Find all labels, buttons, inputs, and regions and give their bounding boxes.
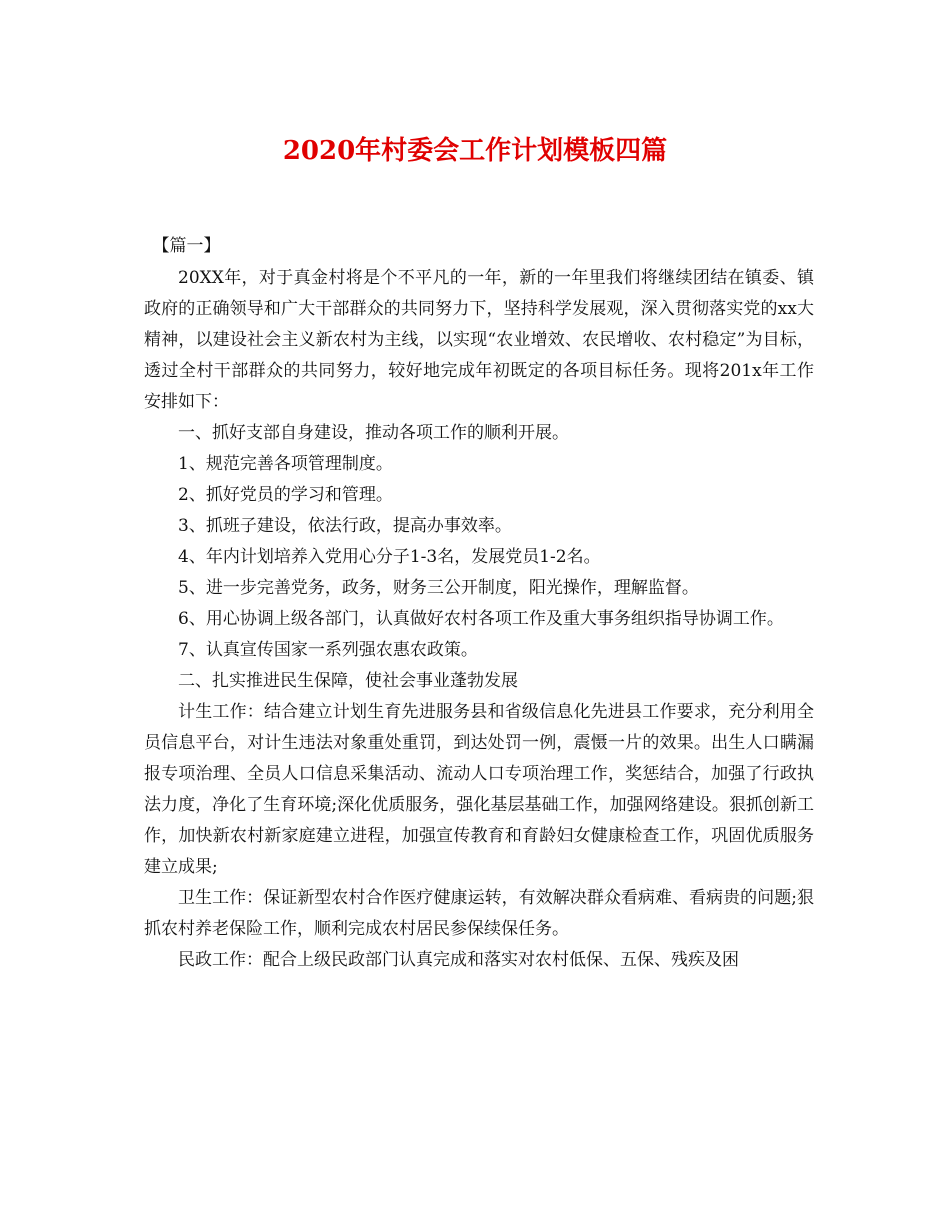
- heading-section-two: 二、扎实推进民生保障，使社会事业蓬勃发展: [178, 671, 518, 691]
- document-title: 2020年村委会工作计划模板四篇: [282, 136, 668, 166]
- list-item: 5、进一步完善党务，政务，财务三公开制度，阳光操作，理解监督。: [178, 578, 699, 598]
- document-body: [144, 231, 814, 976]
- heading-section-one: 一、抓好支部自身建设，推动各项工作的顺利开展。: [178, 423, 569, 443]
- list-item: 2、抓好党员的学习和管理。: [178, 485, 393, 505]
- paragraph-family-planning: 计生工作：结合建立计划生育先进服务县和省级信息化先进县工作要求，充分利用全员信息平台，对计生违法对象重处重罚，到达处罚一例，震慑一片的效果。出生人口瞒漏报专项治理、全员人口信息采集活动、流动人口专项治理工作，奖惩结合，加强了行政执法力度，净化了生育环境;深化优质服务，强化基层基础工作，加强网络建设。狠抓创新工作，加快新农村新家庭建立进程，加强宣传教育和育龄妇女健康检查工作，巩固优质服务建立成果;: [144, 702, 814, 877]
- list-item: 7、认真宣传国家一系列强农惠农政策。: [178, 640, 478, 660]
- list-item: 1、规范完善各项管理制度。: [178, 454, 393, 474]
- list-item: 6、用心协调上级各部门，认真做好农村各项工作及重大事务组织指导协调工作。: [178, 609, 784, 629]
- paragraph-civil-affairs: 民政工作：配合上级民政部门认真完成和落实对农村低保、五保、残疾及困: [178, 950, 739, 970]
- list-item: 3、抓班子建设，依法行政，提高办事效率。: [178, 516, 512, 536]
- section-label: 【篇一】: [152, 236, 221, 256]
- paragraph-health: 卫生工作：保证新型农村合作医疗健康运转，有效解决群众看病难、看病贵的问题;狠抓农村养老保险工作，顺利完成农村居民参保续保任务。: [144, 888, 814, 939]
- paragraph-intro: 20XX年，对于真金村将是个不平凡的一年，新的一年里我们将继续团结在镇委、镇政府的正确领导和广大干部群众的共同努力下，坚持科学发展观，深入贯彻落实党的xx大精神，以建设社会主义新农村为主线，以实现“农业增效、农民增收、农村稳定”为目标，透过全村干部群众的共同努力，较好地完成年初既定的各项目标任务。现将201x年工作安排如下：: [144, 268, 814, 412]
- list-item: 4、年内计划培养入党用心分子1-3名，发展党员1-2名。: [178, 547, 601, 567]
